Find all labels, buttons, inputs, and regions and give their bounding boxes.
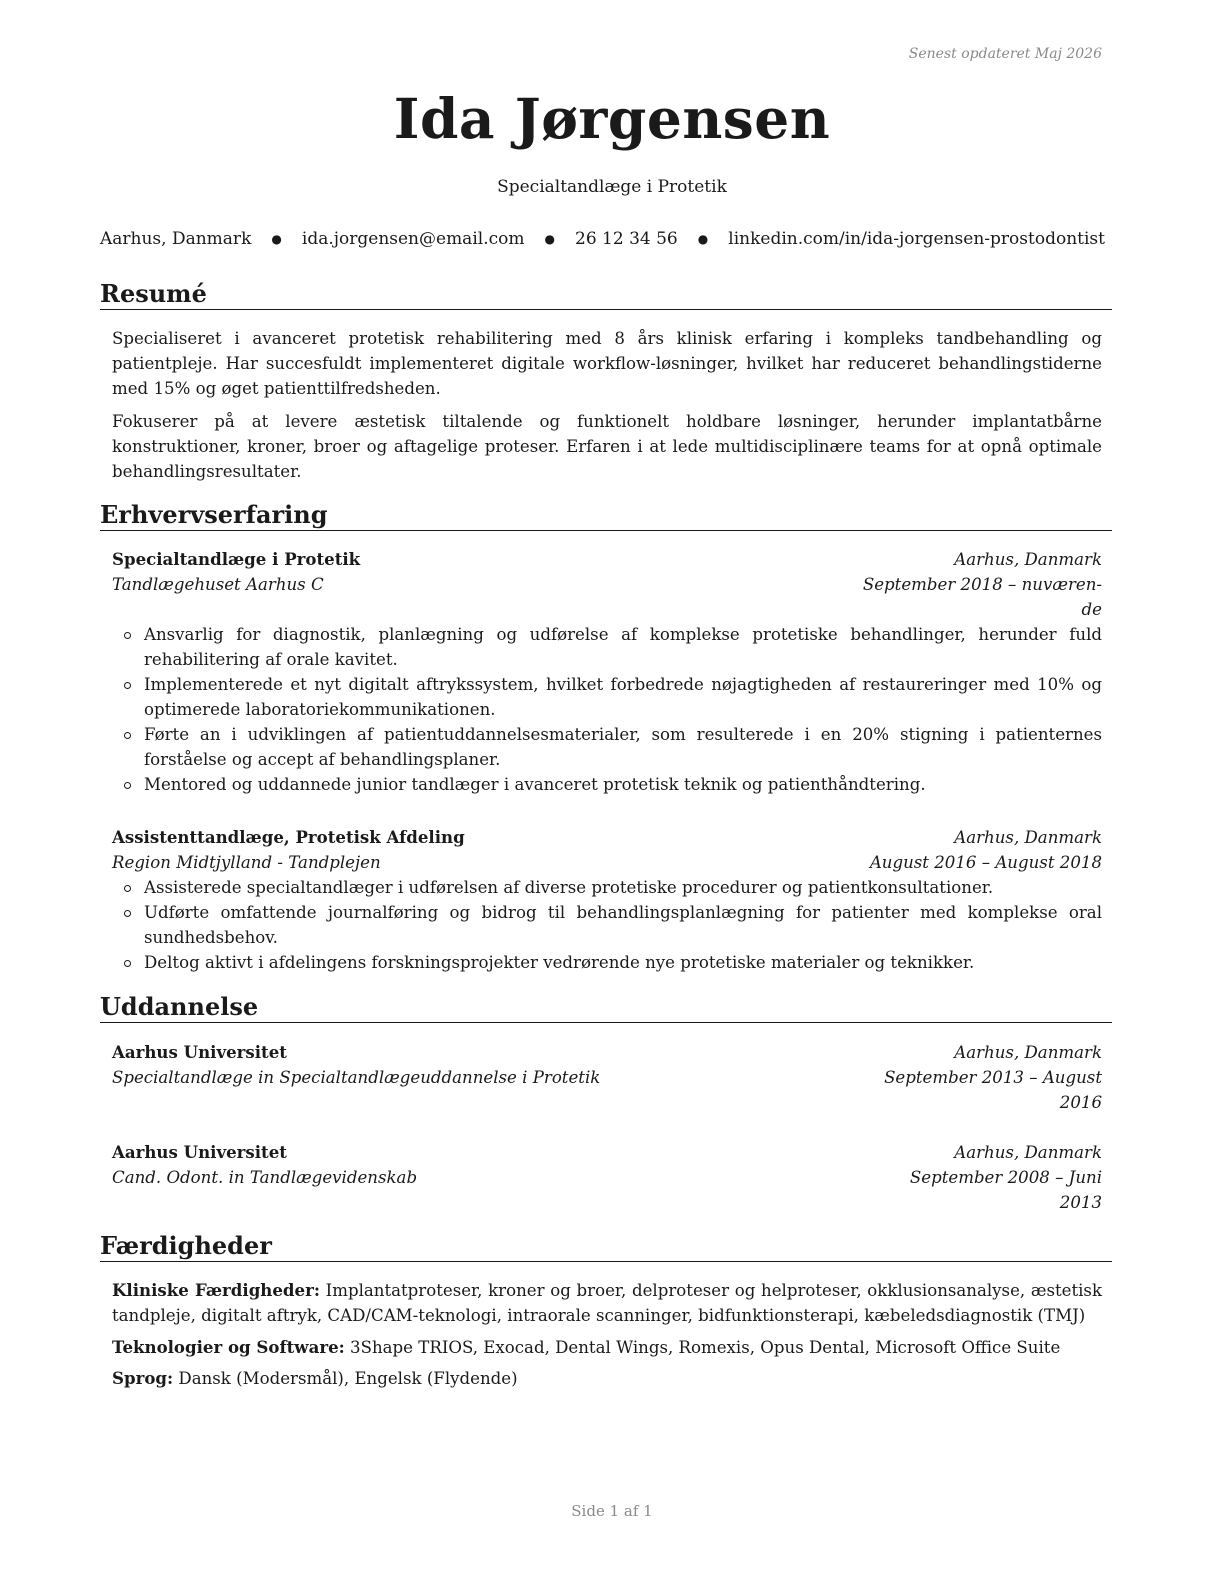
education-dates-line: 2013 — [1059, 1193, 1102, 1212]
skills-block — [112, 1278, 1102, 1391]
contact-location: Aarhus, Danmark — [100, 229, 252, 249]
job-location: Aarhus, Danmark — [954, 550, 1102, 569]
experience-entry — [112, 825, 1102, 975]
summary-paragraph: Specialiseret i avanceret protetisk rehabilitering med 8 års klinisk erfaring i kompleks tandbehandling og patientpleje. Har succesfuldt implementeret digitale workflow-løsninger, hvilket har reduceret behandlingstiderne med 15% og øget patienttilfredsheden. — [112, 329, 1102, 398]
section-title-education: Uddannelse — [100, 993, 1112, 1023]
last-updated: Senest opdateret Maj 2026 — [908, 46, 1102, 62]
section-title-skills: Færdigheder — [100, 1232, 1112, 1262]
list-item: Førte an i udviklingen af patientuddannelsesmaterialer, som resulterede i en 20% stigning i patienternes forståelse og accept af behandlingsplaner. — [112, 722, 1102, 772]
contact-phone: 26 12 34 56 — [575, 229, 678, 249]
skill-text: Implantatproteser, kroner og broer, delproteser og helproteser, okklusionsanalyse, æstetisk tandpleje, digitalt aftryk, CAD/CAM-teknologi, intraorale scanninger, bidfunktionsterapi, kæbeledsdiagnostik (TMJ) — [112, 1281, 1103, 1325]
page-number: Side 1 af 1 — [571, 1502, 653, 1520]
list-item: Assisterede specialtandlæger i udførelsen af diverse protetiske procedurer og patientkonsultationer. — [112, 875, 1102, 900]
job-location: Aarhus, Danmark — [954, 828, 1102, 847]
section-title-summary: Resumé — [100, 280, 1112, 310]
job-organization: Tandlægehuset Aarhus C — [112, 575, 324, 594]
contact-linkedin[interactable]: linkedin.com/in/ida-jorgensen-prostodontist — [728, 229, 1105, 249]
education-dates-line: 2016 — [1059, 1093, 1102, 1112]
degree: Cand. Odont. in Tandlægevidenskab — [112, 1168, 418, 1187]
job-role: Assistenttandlæge, Protetisk Afdeling — [112, 827, 465, 847]
contact-email[interactable]: ida.jorgensen@email.com — [301, 229, 525, 249]
job-dates-line: September 2018 – nuværen- — [862, 575, 1102, 594]
school-name: Aarhus Universitet — [112, 1042, 287, 1062]
job-bullets — [112, 622, 1102, 797]
job-dates — [863, 572, 1102, 622]
education-entry — [112, 1040, 1102, 1115]
separator-dot: ● — [697, 232, 709, 246]
skill-label: Teknologier og Software: — [112, 1337, 345, 1357]
section-title-experience: Erhvervserfaring — [100, 501, 1112, 531]
skill-label: Sprog: — [112, 1368, 174, 1388]
separator-dot: ● — [544, 232, 555, 246]
list-item: Mentored og uddannede junior tandlæger i avanceret protetisk teknik og patienthåndtering. — [112, 772, 1102, 797]
summary-paragraph: Fokuserer på at levere æstetisk tiltalende og funktionelt holdbare løsninger, herunder implantatbårne konstruktioner, kroner, broer og aftagelige proteser. Erfaren i at lede multidisciplinære teams for at opnå optimale behandlingsresultater. — [112, 412, 1102, 481]
candidate-name: Ida Jørgensen — [393, 86, 831, 151]
contact-line — [100, 229, 1105, 249]
education-entry — [112, 1140, 1102, 1215]
job-dates-line: de — [1081, 600, 1102, 619]
skill-line — [112, 1278, 1102, 1328]
candidate-title: Specialtandlæge i Protetik — [497, 177, 727, 197]
education-dates-line: September 2013 – August — [884, 1068, 1102, 1087]
skill-line — [112, 1335, 1102, 1360]
skill-text: Dansk (Modersmål), Engelsk (Flydende) — [178, 1369, 518, 1388]
skill-line — [112, 1366, 1102, 1391]
job-organization: Region Midtjylland - Tandplejen — [112, 853, 381, 872]
list-item: Deltog aktivt i afdelingens forskningsprojekter vedrørende nye protetiske materialer og teknikker. — [112, 950, 1102, 975]
experience-entry — [112, 547, 1102, 797]
degree: Specialtandlæge in Specialtandlægeuddannelse i Protetik — [112, 1068, 601, 1087]
job-role: Specialtandlæge i Protetik — [112, 549, 361, 569]
list-item: Udførte omfattende journalføring og bidrog til behandlingsplanlægning for patienter med komplekse oral sundhedsbehov. — [112, 900, 1102, 950]
education-dates-line: September 2008 – Juni — [909, 1168, 1102, 1187]
list-item: Ansvarlig for diagnostik, planlægning og udførelse af komplekse protetiske behandlinger, herunder fuld rehabilitering af orale kavitet. — [112, 622, 1102, 672]
list-item: Implementerede et nyt digitalt aftrykssystem, hvilket forbedrede nøjagtigheden af restaureringer med 10% og optimerede laboratoriekommunikationen. — [112, 672, 1102, 722]
summary-block — [112, 326, 1102, 484]
skill-label: Kliniske Færdigheder: — [112, 1280, 320, 1300]
education-dates — [910, 1165, 1102, 1215]
separator-dot: ● — [271, 232, 282, 246]
job-dates: August 2016 – August 2018 — [869, 853, 1102, 872]
skill-text: 3Shape TRIOS, Exocad, Dental Wings, Romexis, Opus Dental, Microsoft Office Suite — [350, 1338, 1061, 1357]
job-bullets — [112, 875, 1102, 975]
school-name: Aarhus Universitet — [112, 1142, 287, 1162]
school-location: Aarhus, Danmark — [954, 1143, 1102, 1162]
education-dates — [884, 1065, 1102, 1115]
school-location: Aarhus, Danmark — [954, 1043, 1102, 1062]
